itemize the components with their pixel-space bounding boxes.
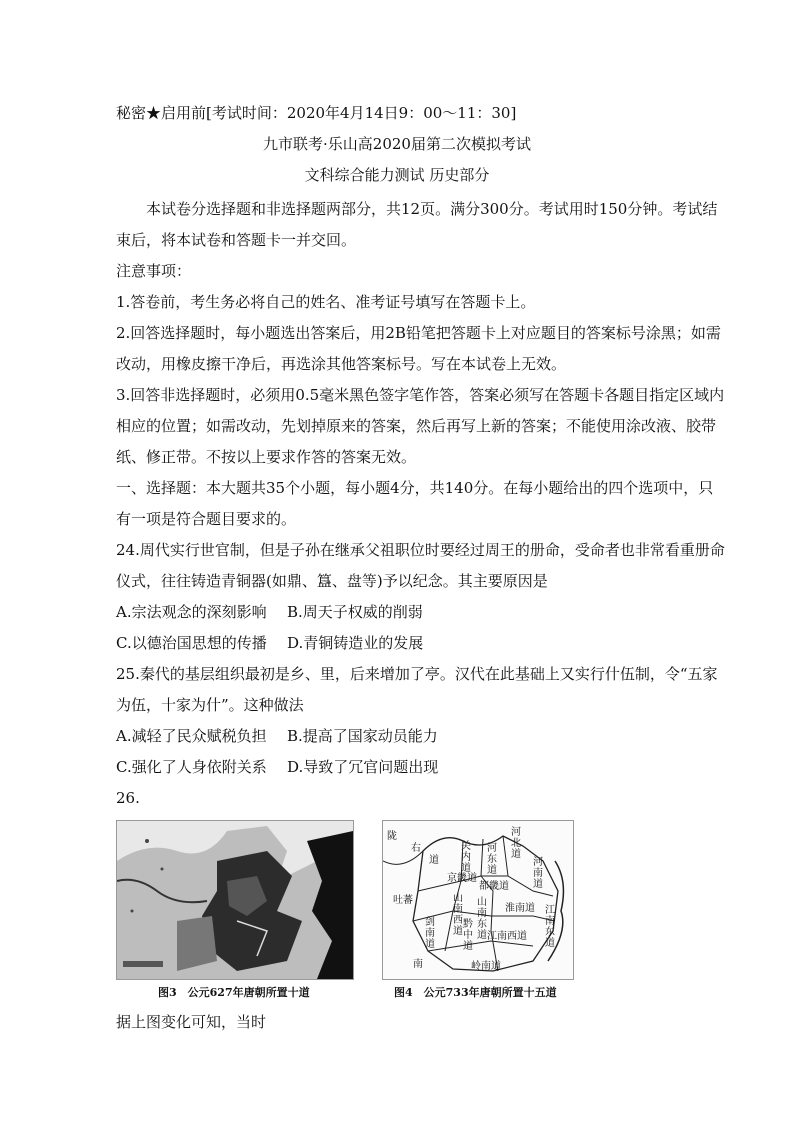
fig3-caption: 图3 公元627年唐朝所置十道 (158, 986, 310, 999)
fig4-label-dao: 道 (429, 855, 439, 866)
fig4-label-you: 右 (411, 843, 421, 854)
q25-option-a: A.减轻了民众赋税负担 (116, 727, 267, 745)
q24-stem-1: 24.周代实行世官制，但是子孙在继承父祖职位时要经过周王的册命，受命者也非常看重册命 (116, 541, 725, 559)
note-3a: 3.回答非选择题时，必须用0.5毫米黑色签字笔作答，答案必须写在答题卡各题目指定区域内 (116, 386, 725, 404)
fig4-label-shannandong: 山南东道 (477, 897, 487, 941)
note-1: 1.答卷前，考生务必将自己的姓名、准考证号填写在答题卡上。 (116, 293, 536, 311)
q24-option-d: D.青铜铸造业的发展 (287, 634, 424, 652)
fig4-label-qianzhong: 黔中道 (463, 919, 473, 952)
q25-stem-2: 为伍，十家为什”。这种做法 (116, 696, 304, 714)
fig4-label-tubo: 吐蕃 (393, 895, 413, 906)
q25-stem-1: 25.秦代的基层组织最初是乡、里，后来增加了亭。汉代在此基础上又实行什伍制，令“五家 (116, 665, 718, 683)
note-3c: 纸、修正带。不按以上要求作答的答案无效。 (116, 448, 417, 466)
q24-stem-2: 仪式，往往铸造青铜器(如鼎、簋、盘等)予以纪念。其主要原因是 (116, 572, 548, 590)
fig4-label-jingji: 京畿道 (447, 873, 477, 884)
q25-option-b: B.提高了国家动员能力 (287, 727, 438, 745)
fig4-label-jiannan: 剑南道 (425, 917, 435, 950)
fig4-label-jiangnandong: 江南东道 (545, 905, 555, 949)
section-line-2: 有一项是符合题目要求的。 (116, 510, 297, 528)
q26-after-text: 据上图变化可知，当时 (116, 1013, 267, 1031)
fig4-label-huainan: 淮南道 (505, 903, 535, 914)
intro-line-1: 本试卷分选择题和非选择题两部分，共12页。满分300分。考试用时150分钟。考试结 (146, 200, 718, 218)
q25-option-d: D.导致了冗官问题出现 (287, 758, 439, 776)
q24-option-a: A.宗法观念的深刻影响 (116, 603, 267, 621)
exam-title: 九市联考·乐山高2020届第二次模拟考试 (263, 135, 531, 153)
q24-option-b: B.周天子权威的削弱 (287, 603, 423, 621)
fig4-label-duji: 都畿道 (479, 881, 509, 892)
q25-option-c: C.强化了人身依附关系 (116, 758, 267, 776)
secret-line: 秘密★启用前[考试时间：2020年4月14日9：00～11：30] (116, 104, 517, 122)
q24-option-c: C.以德治国思想的传播 (116, 634, 267, 652)
fig3-map-graphic (117, 821, 353, 979)
note-2b: 改动，用橡皮擦干净后，再选涂其他答案标号。写在本试卷上无效。 (116, 355, 567, 373)
fig4-caption: 图4 公元733年唐朝所置十五道 (394, 986, 557, 999)
fig4-label-jiangnanxi: 江南西道 (487, 931, 527, 942)
exam-subtitle: 文科综合能力测试 历史部分 (304, 166, 490, 184)
fig4-label-henan: 河南道 (533, 857, 543, 890)
section-line-1: 一、选择题：本大题共35个小题，每小题4分，共140分。在每小题给出的四个选项中，只 (116, 479, 714, 497)
fig4-label-hedong: 河东道 (487, 843, 497, 876)
note-2a: 2.回答选择题时，每小题选出答案后，用2B铅笔把答题卡上对应题目的答案标号涂黑；如需 (116, 324, 721, 342)
fig4-label-shannanxi: 山南西道 (453, 893, 463, 937)
fig3-map (116, 820, 354, 980)
notes-heading: 注意事项： (116, 262, 192, 280)
fig4-label-nan: 南 (413, 959, 423, 970)
fig4-map (382, 820, 574, 980)
fig4-label-lingnan: 岭南道 (471, 961, 501, 972)
q26-number: 26. (116, 789, 140, 807)
fig4-label-guannei: 关内道 (461, 841, 471, 874)
intro-line-2: 束后，将本试卷和答题卡一并交回。 (116, 231, 357, 249)
fig4-label-hebei: 河北道 (511, 827, 521, 860)
note-3b: 相应的位置；如需改动，先划掉原来的答案，然后再写上新的答案；不能使用涂改液、胶带 (116, 417, 717, 435)
fig4-label-long: 陇 (387, 831, 397, 842)
